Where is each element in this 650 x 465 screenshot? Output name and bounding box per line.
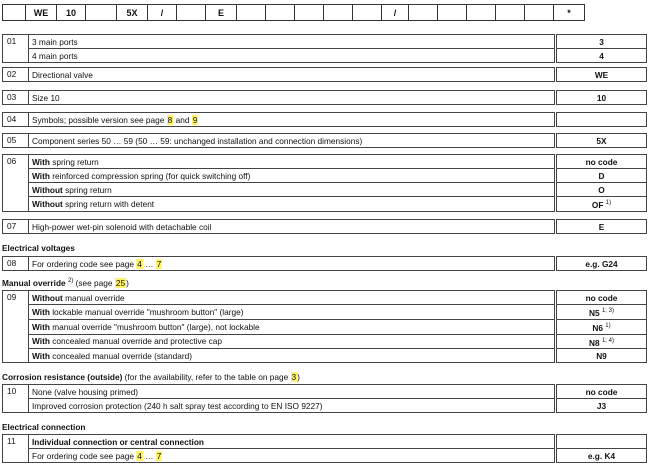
text-emphasis: Without (32, 198, 63, 209)
table-row (3, 91, 647, 105)
row-code: D (557, 169, 647, 183)
row-code: WE (557, 68, 647, 82)
row-text (29, 257, 555, 271)
text-rest: spring return (49, 156, 99, 167)
table-row (3, 319, 647, 334)
text-prefix: Symbols; possible version see page (32, 114, 167, 125)
code-cell (237, 4, 266, 21)
row-text (29, 155, 555, 169)
text-prefix: For ordering code see page (32, 258, 137, 269)
option-03 (2, 90, 647, 105)
page-link[interactable]: 9 (192, 114, 198, 125)
page-link[interactable]: 25 (115, 278, 126, 288)
row-text: Component series 50 … 59 (50 … 59: unchanged installation and connection dimensions) (29, 134, 555, 148)
row-text (29, 319, 555, 334)
code-cell (266, 4, 295, 21)
code-cell (353, 4, 382, 21)
code-cell: / (382, 4, 409, 21)
option-09 (2, 290, 647, 363)
row-code: O (557, 183, 647, 197)
code-cell: * (554, 4, 585, 21)
row-number: 09 (3, 291, 29, 363)
code-cell (467, 4, 496, 21)
row-text: None (valve housing primed) (29, 385, 555, 399)
row-code: no code (557, 385, 647, 399)
code-cell (496, 4, 525, 21)
section-note-close: ) (126, 278, 129, 288)
section-title-manual (2, 278, 129, 288)
row-code: J3 (557, 399, 647, 413)
text-emphasis: With (32, 321, 50, 332)
row-code: N9 (557, 349, 647, 363)
row-number: 05 (3, 134, 29, 148)
code-cell (438, 4, 467, 21)
code-cell (324, 4, 353, 21)
code-value: N6 (592, 322, 603, 333)
option-11 (2, 434, 647, 463)
row-code (557, 435, 647, 449)
option-10 (2, 384, 647, 413)
text-rest: spring return with detent (62, 198, 155, 209)
code-cell: 5X (117, 4, 148, 21)
row-code (557, 319, 647, 334)
footnote-ref: 1) (605, 322, 611, 329)
text-joiner: and (173, 114, 192, 125)
option-04 (2, 112, 647, 127)
option-06 (2, 154, 647, 212)
row-number: 07 (3, 220, 29, 234)
table-row (3, 257, 647, 271)
text-joiner: … (142, 258, 156, 269)
row-number: 06 (3, 155, 29, 212)
table-row (3, 449, 647, 463)
table-row (3, 35, 647, 49)
option-07 (2, 219, 647, 234)
section-title-electrical: Electrical connection (2, 422, 86, 432)
code-cell (409, 4, 438, 21)
option-08 (2, 256, 647, 271)
section-note: (for the availability, refer to the table on page (124, 372, 291, 382)
section-note: (see page (75, 278, 115, 288)
text-emphasis: With (32, 336, 50, 347)
code-cell: / (148, 4, 177, 21)
row-text: 4 main ports (29, 49, 555, 63)
code-cell: 10 (57, 4, 86, 21)
table-row (3, 305, 647, 320)
row-code: 4 (557, 49, 647, 63)
row-text (29, 305, 555, 320)
table-row (3, 385, 647, 399)
text-emphasis: With (32, 350, 50, 361)
text-rest: manual override "mushroom button" (large), not lockable (49, 321, 260, 332)
row-code: 10 (557, 91, 647, 105)
section-title-voltages: Electrical voltages (2, 243, 75, 253)
text-rest: concealed manual override and protective cap (49, 336, 222, 347)
row-number: 11 (3, 435, 29, 463)
code-cell: E (206, 4, 237, 21)
section-label: Manual override (2, 278, 66, 288)
row-code (557, 305, 647, 320)
table-row (3, 399, 647, 413)
footnote-ref: 2) (67, 278, 74, 285)
page-link[interactable]: 8 (167, 114, 173, 125)
table-row (3, 349, 647, 363)
option-01 (2, 34, 647, 63)
row-number: 02 (3, 68, 29, 82)
code-cell (295, 4, 324, 21)
row-text: Size 10 (29, 91, 555, 105)
page-link[interactable]: 7 (156, 258, 162, 269)
row-text (29, 183, 555, 197)
row-code: 5X (557, 134, 647, 148)
footnote-ref: 1; 4) (601, 337, 614, 344)
code-cell (86, 4, 117, 21)
row-number: 03 (3, 91, 29, 105)
row-text (29, 291, 555, 305)
row-code: no code (557, 155, 647, 169)
row-code (557, 334, 647, 349)
row-code: no code (557, 291, 647, 305)
page-link[interactable]: 4 (137, 258, 142, 269)
table-row (3, 169, 647, 183)
code-value: OF (591, 199, 604, 210)
text-rest: manual override (62, 292, 125, 303)
row-number: 01 (3, 35, 29, 63)
text-rest: lockable manual override "mushroom button" (large) (49, 306, 244, 317)
row-code: e.g. K4 (557, 449, 647, 463)
row-text: Individual connection or central connection (29, 435, 555, 449)
row-code (557, 113, 647, 127)
code-cell (525, 4, 554, 21)
table-row (3, 291, 647, 305)
row-number: 04 (3, 113, 29, 127)
code-value: N5 (589, 307, 600, 318)
text-emphasis: Without (32, 184, 63, 195)
table-row (3, 220, 647, 234)
row-text: Improved corrosion protection (240 h salt spray test according to EN ISO 9227) (29, 399, 555, 413)
text-prefix: For ordering code see page (32, 450, 137, 461)
row-text: Directional valve (29, 68, 555, 82)
footnote-ref: 1; 3) (601, 308, 614, 314)
row-code (557, 197, 647, 212)
table-row (3, 197, 647, 212)
section-label: Corrosion resistance (outside) (2, 372, 123, 382)
text-rest: reinforced compression spring (for quick switching off) (49, 170, 251, 181)
table-row (3, 435, 647, 449)
option-02 (2, 67, 647, 82)
code-cell (177, 4, 206, 21)
row-number: 10 (3, 385, 29, 413)
row-text (29, 334, 555, 349)
text-emphasis: With (32, 156, 50, 167)
text-emphasis: Without (32, 292, 63, 303)
row-text (29, 169, 555, 183)
row-text: 3 main ports (29, 35, 555, 49)
code-value: N8 (589, 337, 600, 348)
row-text (29, 449, 555, 463)
row-code: e.g. G24 (557, 257, 647, 271)
page-link[interactable]: 7 (156, 450, 162, 461)
text-emphasis: With (32, 170, 50, 181)
table-row (3, 334, 647, 349)
code-cell (2, 4, 26, 21)
section-note-close: ) (297, 372, 300, 382)
row-text (29, 349, 555, 363)
row-code: 3 (557, 35, 647, 49)
row-text (29, 113, 555, 127)
table-row (3, 68, 647, 82)
page-link[interactable]: 3 (291, 372, 297, 382)
table-row (3, 113, 647, 127)
text-rest: spring return (62, 184, 112, 195)
page-link[interactable]: 4 (137, 450, 142, 461)
table-row (3, 183, 647, 197)
row-number: 08 (3, 257, 29, 271)
row-text: High-power wet-pin solenoid with detachable coil (29, 220, 555, 234)
text-emphasis: With (32, 306, 50, 317)
text-rest: concealed manual override (standard) (49, 350, 192, 361)
code-cell: WE (26, 4, 57, 21)
text-joiner: … (142, 450, 156, 461)
ordering-code-bar (2, 4, 585, 21)
row-code: E (557, 220, 647, 234)
option-05 (2, 133, 647, 148)
table-row (3, 155, 647, 169)
footnote-ref: 1) (605, 200, 612, 206)
row-text (29, 197, 555, 212)
table-row (3, 134, 647, 148)
table-row (3, 49, 647, 63)
section-title-corrosion (2, 372, 300, 382)
